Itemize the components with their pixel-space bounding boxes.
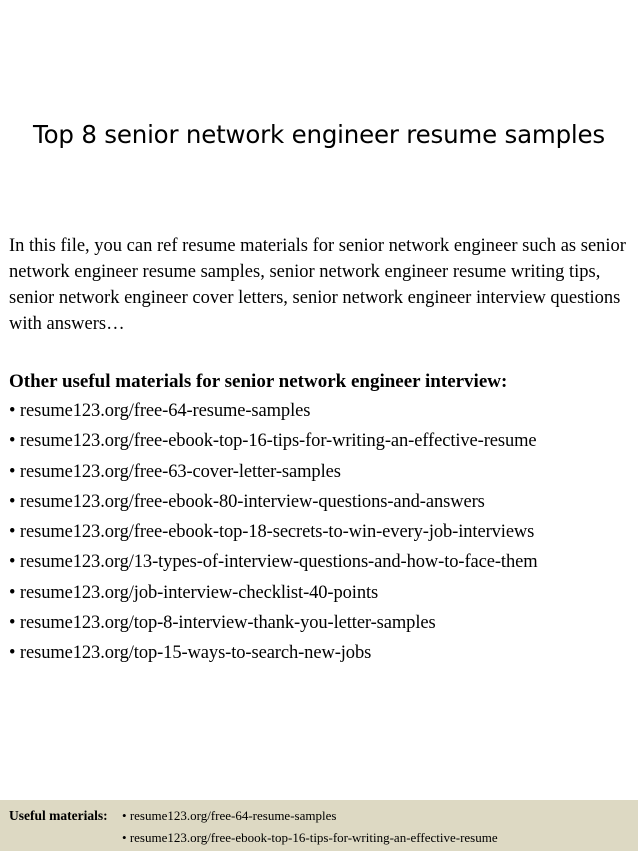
other-materials-list [9,396,538,669]
footer-link[interactable]: resume123.org/free-ebook-top-16-tips-for-writing-an-effective-resume [129,830,498,845]
resource-link[interactable]: resume123.org/top-15-ways-to-search-new-jobs [19,643,372,664]
footer-link-item [122,830,498,846]
list-item [9,638,538,668]
other-materials-heading: Other useful materials for senior network engineer interview: [9,371,508,392]
list-item [9,426,538,456]
resource-link[interactable]: resume123.org/free-ebook-80-interview-questions-and-answers [19,491,485,512]
list-item [9,457,538,487]
resource-link[interactable]: resume123.org/top-8-interview-thank-you-letter-samples [19,613,436,634]
bullet: • [9,613,16,634]
resource-link[interactable]: resume123.org/free-ebook-top-16-tips-for-writing-an-effective-resume [19,431,537,452]
list-item [9,608,538,638]
bullet: • [9,582,16,603]
bullet: • [9,643,16,664]
list-item [9,547,538,577]
bullet: • [122,830,127,845]
list-item [9,487,538,517]
resource-link[interactable]: resume123.org/free-ebook-top-18-secrets-to-win-every-job-interviews [19,522,535,543]
footer-link-item [122,808,336,824]
resource-link[interactable]: resume123.org/job-interview-checklist-40-points [19,582,379,603]
resource-link[interactable]: resume123.org/13-types-of-interview-questions-and-how-to-face-them [19,552,538,573]
bullet: • [9,461,16,482]
footer-label: Useful materials: [9,808,108,823]
bullet: • [9,522,16,543]
list-item [9,578,538,608]
bullet: • [9,552,16,573]
list-item [9,517,538,547]
bullet: • [9,401,16,421]
page-title: Top 8 senior network engineer resume samples [33,120,605,149]
bullet: • [9,431,16,452]
bullet: • [9,491,16,512]
list-item [9,396,538,426]
footer-link[interactable]: resume123.org/free-64-resume-samples [129,808,337,823]
bullet: • [122,808,127,823]
resource-link[interactable]: resume123.org/free-64-resume-samples [19,401,311,421]
footer-bar [0,800,638,851]
resource-link[interactable]: resume123.org/free-63-cover-letter-samples [19,461,341,482]
intro-paragraph: In this file, you can ref resume materials for senior network engineer such as senior network engineer resume samples, senior network engineer resume writing tips, senior network engineer cover letters, senior network engineer interview questions with answers… [9,236,626,334]
